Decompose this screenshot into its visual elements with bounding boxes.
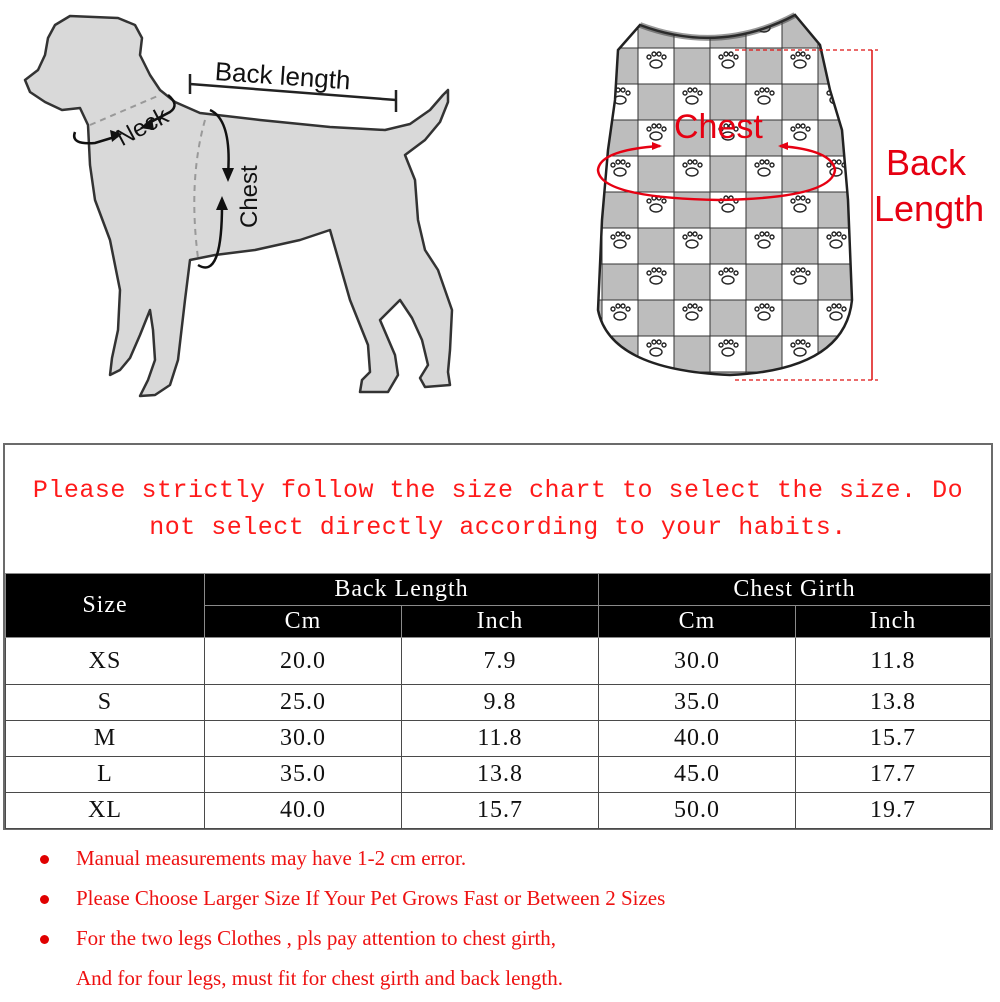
bullet-icon <box>40 855 49 864</box>
note-item <box>36 922 936 962</box>
back-inch-cell: 15.7 <box>401 793 598 829</box>
back-cm-cell: 20.0 <box>204 638 401 685</box>
back-length-label: Back length <box>213 56 352 96</box>
chest-cm-cell: 45.0 <box>598 757 795 793</box>
size-notice: Please strictly follow the size chart to select the size. Do not select directly according to your habits. <box>32 476 964 542</box>
note-text: For the two legs Clothes , pls pay attention to chest girth, <box>76 926 557 950</box>
size-cell: L <box>6 757 205 793</box>
header-chest-inch: Inch <box>795 606 990 638</box>
chest-label: Chest <box>236 165 263 228</box>
header-size: Size <box>6 574 205 638</box>
chest-inch-cell: 11.8 <box>795 638 990 685</box>
chest-inch-cell: 15.7 <box>795 721 990 757</box>
bullet-icon <box>40 935 49 944</box>
note-item <box>36 882 936 922</box>
dog-measurement-diagram <box>0 0 500 420</box>
chest-cm-cell: 50.0 <box>598 793 795 829</box>
size-notes <box>36 842 936 1002</box>
back-inch-cell: 9.8 <box>401 685 598 721</box>
header-chest-girth: Chest Girth <box>598 574 990 606</box>
size-cell: XS <box>6 638 205 685</box>
back-cm-cell: 40.0 <box>204 793 401 829</box>
chest-inch-cell: 13.8 <box>795 685 990 721</box>
neck-label: Neck <box>112 102 173 152</box>
note-text: Manual measurements may have 1-2 cm error. <box>76 846 467 870</box>
header-back-inch: Inch <box>401 606 598 638</box>
header-back-length: Back Length <box>204 574 598 606</box>
bullet-icon <box>40 895 49 904</box>
chest-inch-cell: 19.7 <box>795 793 990 829</box>
chest-inch-cell: 17.7 <box>795 757 990 793</box>
chest-cm-cell: 30.0 <box>598 638 795 685</box>
table-row <box>6 721 991 757</box>
back-cm-cell: 35.0 <box>204 757 401 793</box>
table-row <box>6 793 991 829</box>
shirt-measurement-diagram <box>580 0 1000 400</box>
chest-cm-cell: 40.0 <box>598 721 795 757</box>
back-cm-cell: 30.0 <box>204 721 401 757</box>
back-cm-cell: 25.0 <box>204 685 401 721</box>
back-inch-cell: 11.8 <box>401 721 598 757</box>
shirt-back-length-label-line1: Back <box>886 142 967 183</box>
shirt-back-length-label-line2: Length <box>874 188 985 229</box>
note-item <box>36 842 936 882</box>
shirt-chest-label: Chest <box>674 108 763 146</box>
header-back-cm: Cm <box>204 606 401 638</box>
header-chest-cm: Cm <box>598 606 795 638</box>
table-row <box>6 685 991 721</box>
note-text: Please Choose Larger Size If Your Pet Grows Fast or Between 2 Sizes <box>76 886 666 910</box>
size-cell: XL <box>6 793 205 829</box>
size-cell: S <box>6 685 205 721</box>
note-continuation: And for four legs, must fit for chest girth and back length. <box>76 966 563 990</box>
back-inch-cell: 7.9 <box>401 638 598 685</box>
size-chart <box>3 443 993 830</box>
back-inch-cell: 13.8 <box>401 757 598 793</box>
size-table <box>5 573 991 829</box>
table-row <box>6 757 991 793</box>
chest-cm-cell: 35.0 <box>598 685 795 721</box>
size-cell: M <box>6 721 205 757</box>
table-row <box>6 638 991 685</box>
